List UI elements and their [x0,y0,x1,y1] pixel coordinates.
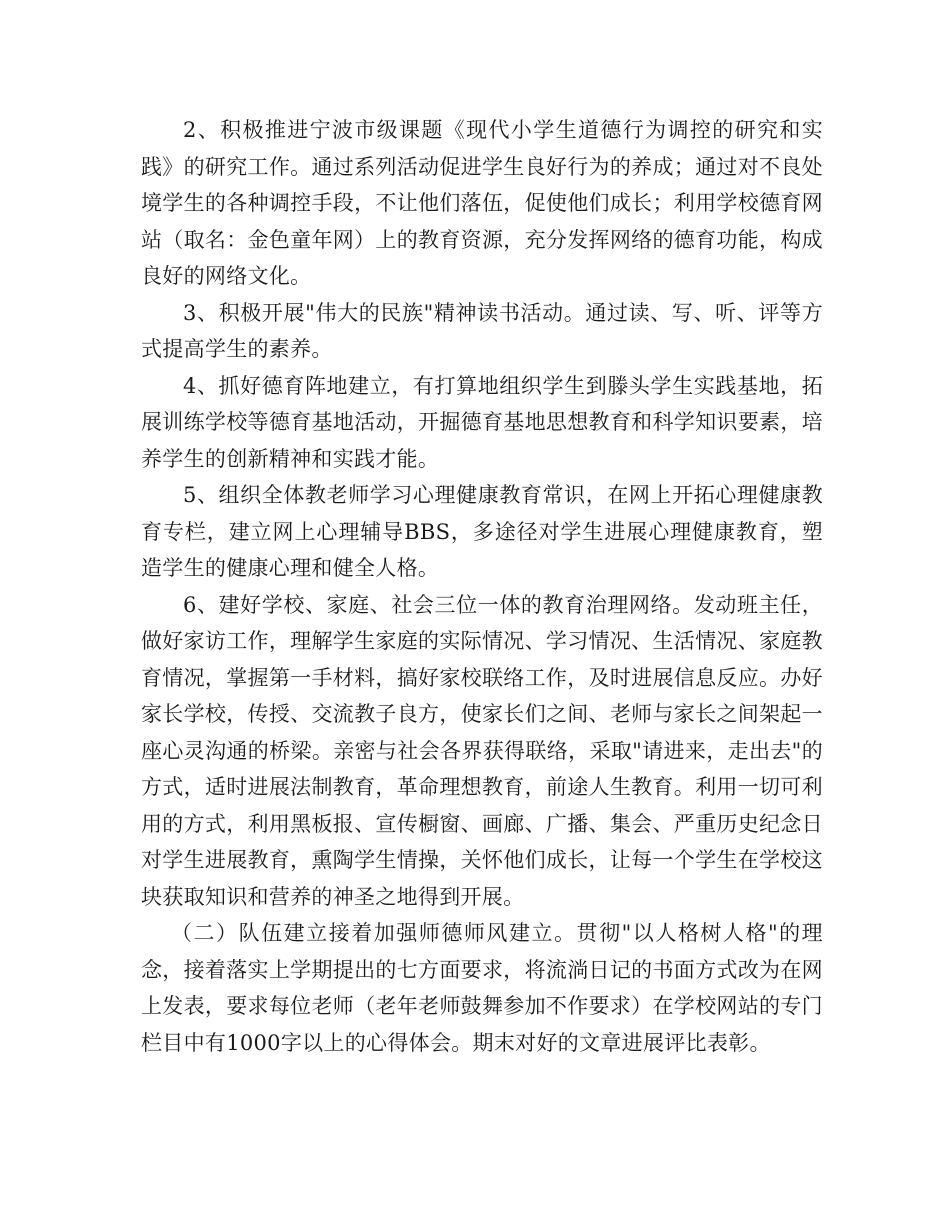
paragraph-section-2: （二）队伍建立接着加强师德师风建立。贯彻"以人格树人格"的理念，接着落实上学期提出的七方面要求，将流淌日记的书面方式改为在网上发表，要求每位老师（老年老师鼓舞参加不作要求）在学校网站的专门栏目中有1000字以上的心得体会。期末对好的文章进展评比表彰。 [141,921,823,1055]
paragraph-item-3: 3、积极开展"伟大的民族"精神读书活动。通过读、写、听、评等方式提高学生的素养。 [141,300,823,361]
paragraph-item-4: 4、抓好德育阵地建立，有打算地组织学生到滕头学生实践基地，拓展训练学校等德育基地活动，开掘德育基地思想教育和科学知识要素，培养学生的创新精神和实践才能。 [141,373,823,471]
paragraph-item-5: 5、组织全体教老师学习心理健康教育常识，在网上开拓心理健康教育专栏，建立网上心理辅导BBS，多途径对学生进展心理健康教育，塑造学生的健康心理和健全人格。 [141,483,823,580]
document-body [141,112,823,1061]
paragraph-item-6: 6、建好学校、家庭、社会三位一体的教育治理网络。发动班主任，做好家访工作，理解学生家庭的实际情况、学习情况、生活情况、家庭教育情况，掌握第一手材料，搞好家校联络工作，及时进展信息反应。办好家长学校，传授、交流教子良方，使家长们之间、老师与家长之间架起一座心灵沟通的桥梁。亲密与社会各界获得联络，采取"请进来，走出去"的方式，适时进展法制教育，革命理想教育，前途人生教育。利用一切可利用的方式，利用黑板报、宣传橱窗、画廊、广播、集会、严重历史纪念日对学生进展教育，熏陶学生情操，关怀他们成长，让每一个学生在学校这块获取知识和营养的神圣之地得到开展。 [141,592,823,909]
paragraph-item-2: 2、积极推进宁波市级课题《现代小学生道德行为调控的研究和实践》的研究工作。通过系列活动促进学生良好行为的养成；通过对不良处境学生的各种调控手段，不让他们落伍，促使他们成长；利用学校德育网站（取名：金色童年网）上的教育资源，充分发挥网络的德育功能，构成良好的网络文化。 [141,118,823,288]
